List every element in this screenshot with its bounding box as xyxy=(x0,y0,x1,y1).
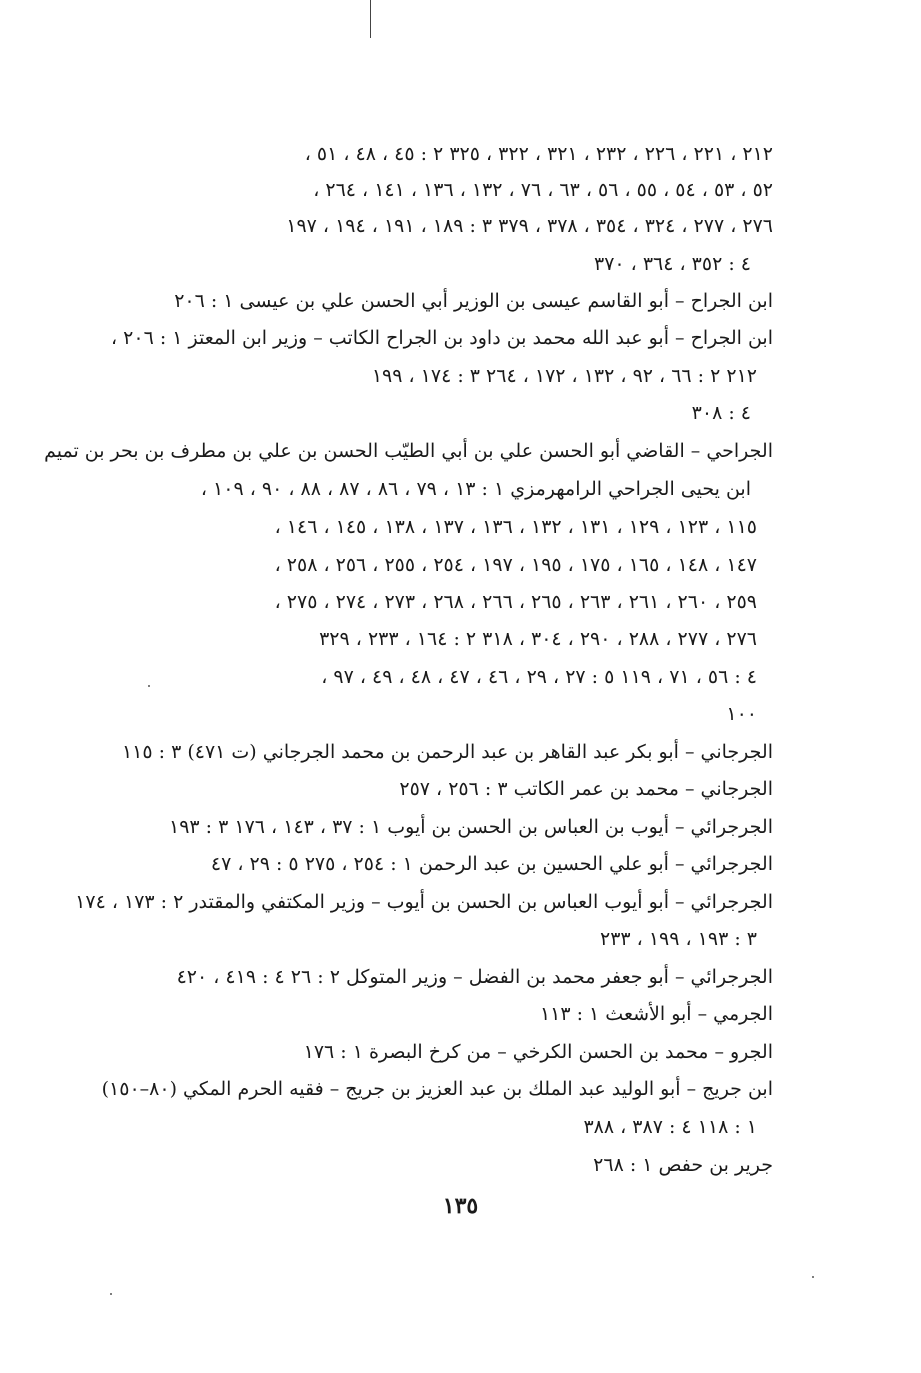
index-line: ١ : ١١٨ ٤ : ٣٨٧ ، ٣٨٨ xyxy=(583,1116,757,1138)
index-entry-heading: الجرجرائي – أبو أيوب العباس بن الحسن بن أيوب – وزير المكتفي والمقتدر ٢ : ١٧٣ ، ١٧٤ xyxy=(75,891,773,913)
index-entry-heading: ابن الجراح – أبو القاسم عيسى بن الوزير أبي الحسن علي بن عيسى ١ : ٢٠٦ xyxy=(174,290,773,312)
index-line: ٢١٢ ، ٢٢١ ، ٢٢٦ ، ٢٣٢ ، ٣٢١ ، ٣٢٢ ، ٣٢٥ ٢ : ٤٥ ، ٤٨ ، ٥١ ، xyxy=(304,143,773,165)
index-entry-heading: الجرجاني – محمد بن عمر الكاتب ٣ : ٢٥٦ ، ٢٥٧ xyxy=(399,778,773,800)
index-entry-heading: ابن الجراح – أبو عبد الله محمد بن داود بن الجراح الكاتب – وزير ابن المعتز ١ : ٢٠٦ ، xyxy=(110,327,773,349)
index-entry-heading: الجرو – محمد بن الحسن الكرخي – من كرخ البصرة ١ : ١٧٦ xyxy=(303,1041,773,1063)
index-line: ٥٢ ، ٥٣ ، ٥٤ ، ٥٥ ، ٥٦ ، ٦٣ ، ٧٦ ، ١٣٢ ، ١٣٦ ، ١٤١ ، ٢٦٤ ، xyxy=(313,179,773,201)
index-entry-heading: الجراحي – القاضي أبو الحسن علي بن أبي الطيّب الحسن بن علي بن مطرف بن بحر بن تميم xyxy=(44,440,773,462)
index-line: ٤ : ٣٠٨ xyxy=(691,402,751,424)
index-entry-heading: الجرجاني – أبو بكر عبد القاهر بن عبد الرحمن بن محمد الجرجاني (ت ٤٧١) ٣ : ١١٥ xyxy=(121,741,773,763)
index-entry-heading: الجرجرائي – أبو علي الحسين بن عبد الرحمن ١ : ٢٥٤ ، ٢٧٥ ٥ : ٢٩ ، ٤٧ xyxy=(210,853,773,875)
index-entry-heading: ابن جريج – أبو الوليد عبد الملك بن عبد العزيز بن جريج – فقيه الحرم المكي (٨٠–١٥٠) xyxy=(101,1078,773,1100)
print-speck xyxy=(812,1276,814,1278)
index-line: ١١٥ ، ١٢٣ ، ١٢٩ ، ١٣١ ، ١٣٢ ، ١٣٦ ، ١٣٧ ، ١٣٨ ، ١٤٥ ، ١٤٦ ، xyxy=(274,516,757,538)
print-speck xyxy=(148,685,150,687)
index-entry-heading: الجرجرائي – أبو جعفر محمد بن الفضل – وزير المتوكل ٢ : ٢٦ ٤ : ٤١٩ ، ٤٢٠ xyxy=(176,966,773,988)
index-entry-heading: الجرجرائي – أيوب بن العباس بن الحسن بن أيوب ١ : ٣٧ ، ١٤٣ ، ١٧٦ ٣ : ١٩٣ xyxy=(169,816,773,838)
index-entry-heading: جرير بن حفص ١ : ٢٦٨ xyxy=(593,1154,773,1176)
index-line: ١٤٧ ، ١٤٨ ، ١٦٥ ، ١٧٥ ، ١٩٥ ، ١٩٧ ، ٢٥٤ ، ٢٥٥ ، ٢٥٦ ، ٢٥٨ ، xyxy=(274,554,757,576)
index-line: ابن يحيى الجراحي الرامهرمزي ١ : ١٣ ، ٧٩ ، ٨٦ ، ٨٧ ، ٨٨ ، ٩٠ ، ١٠٩ ، xyxy=(200,478,751,500)
index-line: ٤ : ٥٦ ، ٧١ ، ١١٩ ٥ : ٢٧ ، ٢٩ ، ٤٦ ، ٤٧ ، ٤٨ ، ٤٩ ، ٩٧ ، xyxy=(321,666,757,688)
index-line: ٢٧٦ ، ٢٧٧ ، ٢٨٨ ، ٢٩٠ ، ٣٠٤ ، ٣١٨ ٢ : ١٦٤ ، ٢٣٣ ، ٣٢٩ xyxy=(319,628,757,650)
index-line: ٢٧٦ ، ٢٧٧ ، ٣٢٤ ، ٣٥٤ ، ٣٧٨ ، ٣٧٩ ٣ : ١٨٩ ، ١٩١ ، ١٩٤ ، ١٩٧ xyxy=(286,215,773,237)
page-number: ١٣٥ xyxy=(442,1193,479,1219)
index-entry-heading: الجرمي – أبو الأشعث ١ : ١١٣ xyxy=(539,1003,773,1025)
top-rule xyxy=(370,0,371,38)
print-speck xyxy=(110,1293,112,1295)
index-line: ١٠٠ xyxy=(726,703,757,725)
index-line: ٤ : ٣٥٢ ، ٣٦٤ ، ٣٧٠ xyxy=(593,253,751,275)
index-line: ٢١٢ ٢ : ٦٦ ، ٩٢ ، ١٣٢ ، ١٧٢ ، ٢٦٤ ٣ : ١٧٤ ، ١٩٩ xyxy=(371,365,757,387)
index-line: ٢٥٩ ، ٢٦٠ ، ٢٦١ ، ٢٦٣ ، ٢٦٥ ، ٢٦٦ ، ٢٦٨ ، ٢٧٣ ، ٢٧٤ ، ٢٧٥ ، xyxy=(274,591,757,613)
index-line: ٣ : ١٩٣ ، ١٩٩ ، ٢٣٣ xyxy=(599,928,757,950)
